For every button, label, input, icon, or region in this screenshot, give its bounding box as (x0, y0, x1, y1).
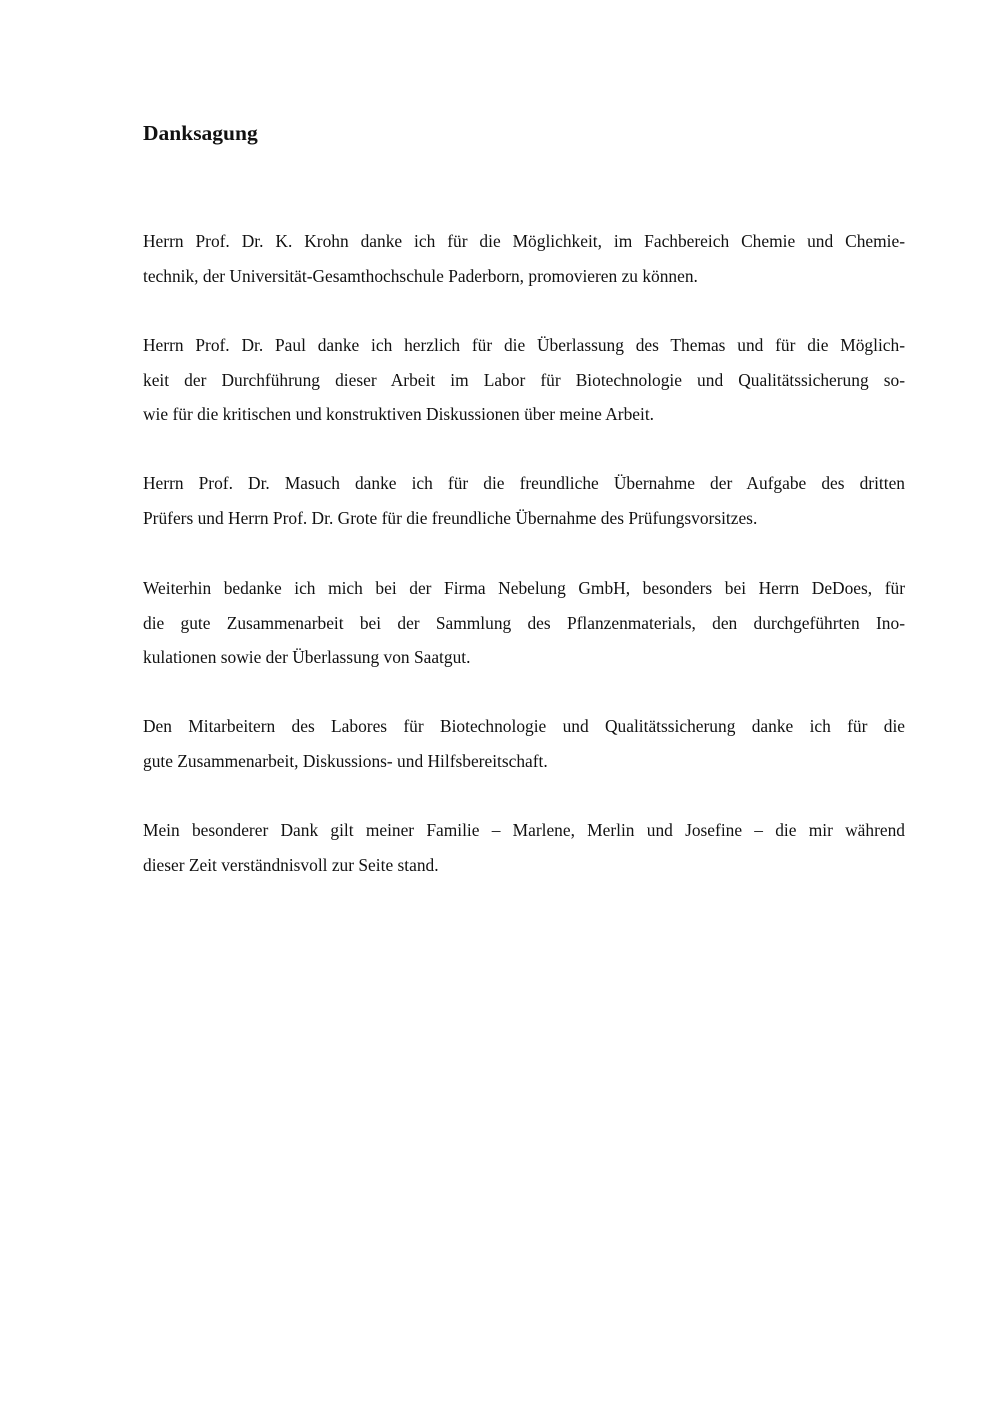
paragraph-thanks-masuch-grote (143, 466, 905, 535)
paragraph-line: Herrn Prof. Dr. K. Krohn danke ich für die Möglichkeit, im Fachbereich Chemie und Chemie- (143, 231, 905, 251)
paragraph-line: Den Mitarbeitern des Labores für Biotechnologie und Qualitätssicherung danke ich für die (143, 716, 905, 736)
paragraph-line: die gute Zusammenarbeit bei der Sammlung des Pflanzenmaterials, den durchgeführten Ino- (143, 612, 905, 633)
paragraph-thanks-krohn (143, 224, 905, 293)
paragraph-line: keit der Durchführung dieser Arbeit im Labor für Biotechnologie und Qualitätssicherung so- (143, 369, 905, 390)
page-title: Danksagung (143, 121, 258, 145)
paragraph-line: Herrn Prof. Dr. Masuch danke ich für die freundliche Übernahme der Aufgabe des dritten (143, 473, 905, 493)
paragraph-line: Weiterhin bedanke ich mich bei der Firma Nebelung GmbH, besonders bei Herrn DeDoes, für (143, 578, 905, 598)
paragraph-line: dieser Zeit verständnisvoll zur Seite stand. (143, 854, 439, 875)
paragraph-line: wie für die kritischen und konstruktiven Diskussionen über meine Arbeit. (143, 404, 654, 424)
paragraph-line: Herrn Prof. Dr. Paul danke ich herzlich für die Überlassung des Themas und für die Möglich- (143, 335, 905, 355)
paragraph-thanks-paul (143, 328, 905, 432)
paragraph-thanks-family (143, 813, 905, 882)
paragraph-line: kulationen sowie der Überlassung von Saatgut. (143, 647, 471, 667)
paragraph-line: technik, der Universität-Gesamthochschule Paderborn, promovieren zu können. (143, 265, 698, 286)
paragraph-line: Prüfers und Herrn Prof. Dr. Grote für die freundliche Übernahme des Prüfungsvorsitzes. (143, 507, 758, 528)
paragraph-line: Mein besonderer Dank gilt meiner Familie – Marlene, Merlin und Josefine – die mir während (143, 820, 905, 840)
paragraph-thanks-nebelung (143, 571, 905, 675)
paragraph-line: gute Zusammenarbeit, Diskussions- und Hilfsbereitschaft. (143, 750, 548, 771)
paragraph-thanks-colleagues (143, 709, 905, 778)
